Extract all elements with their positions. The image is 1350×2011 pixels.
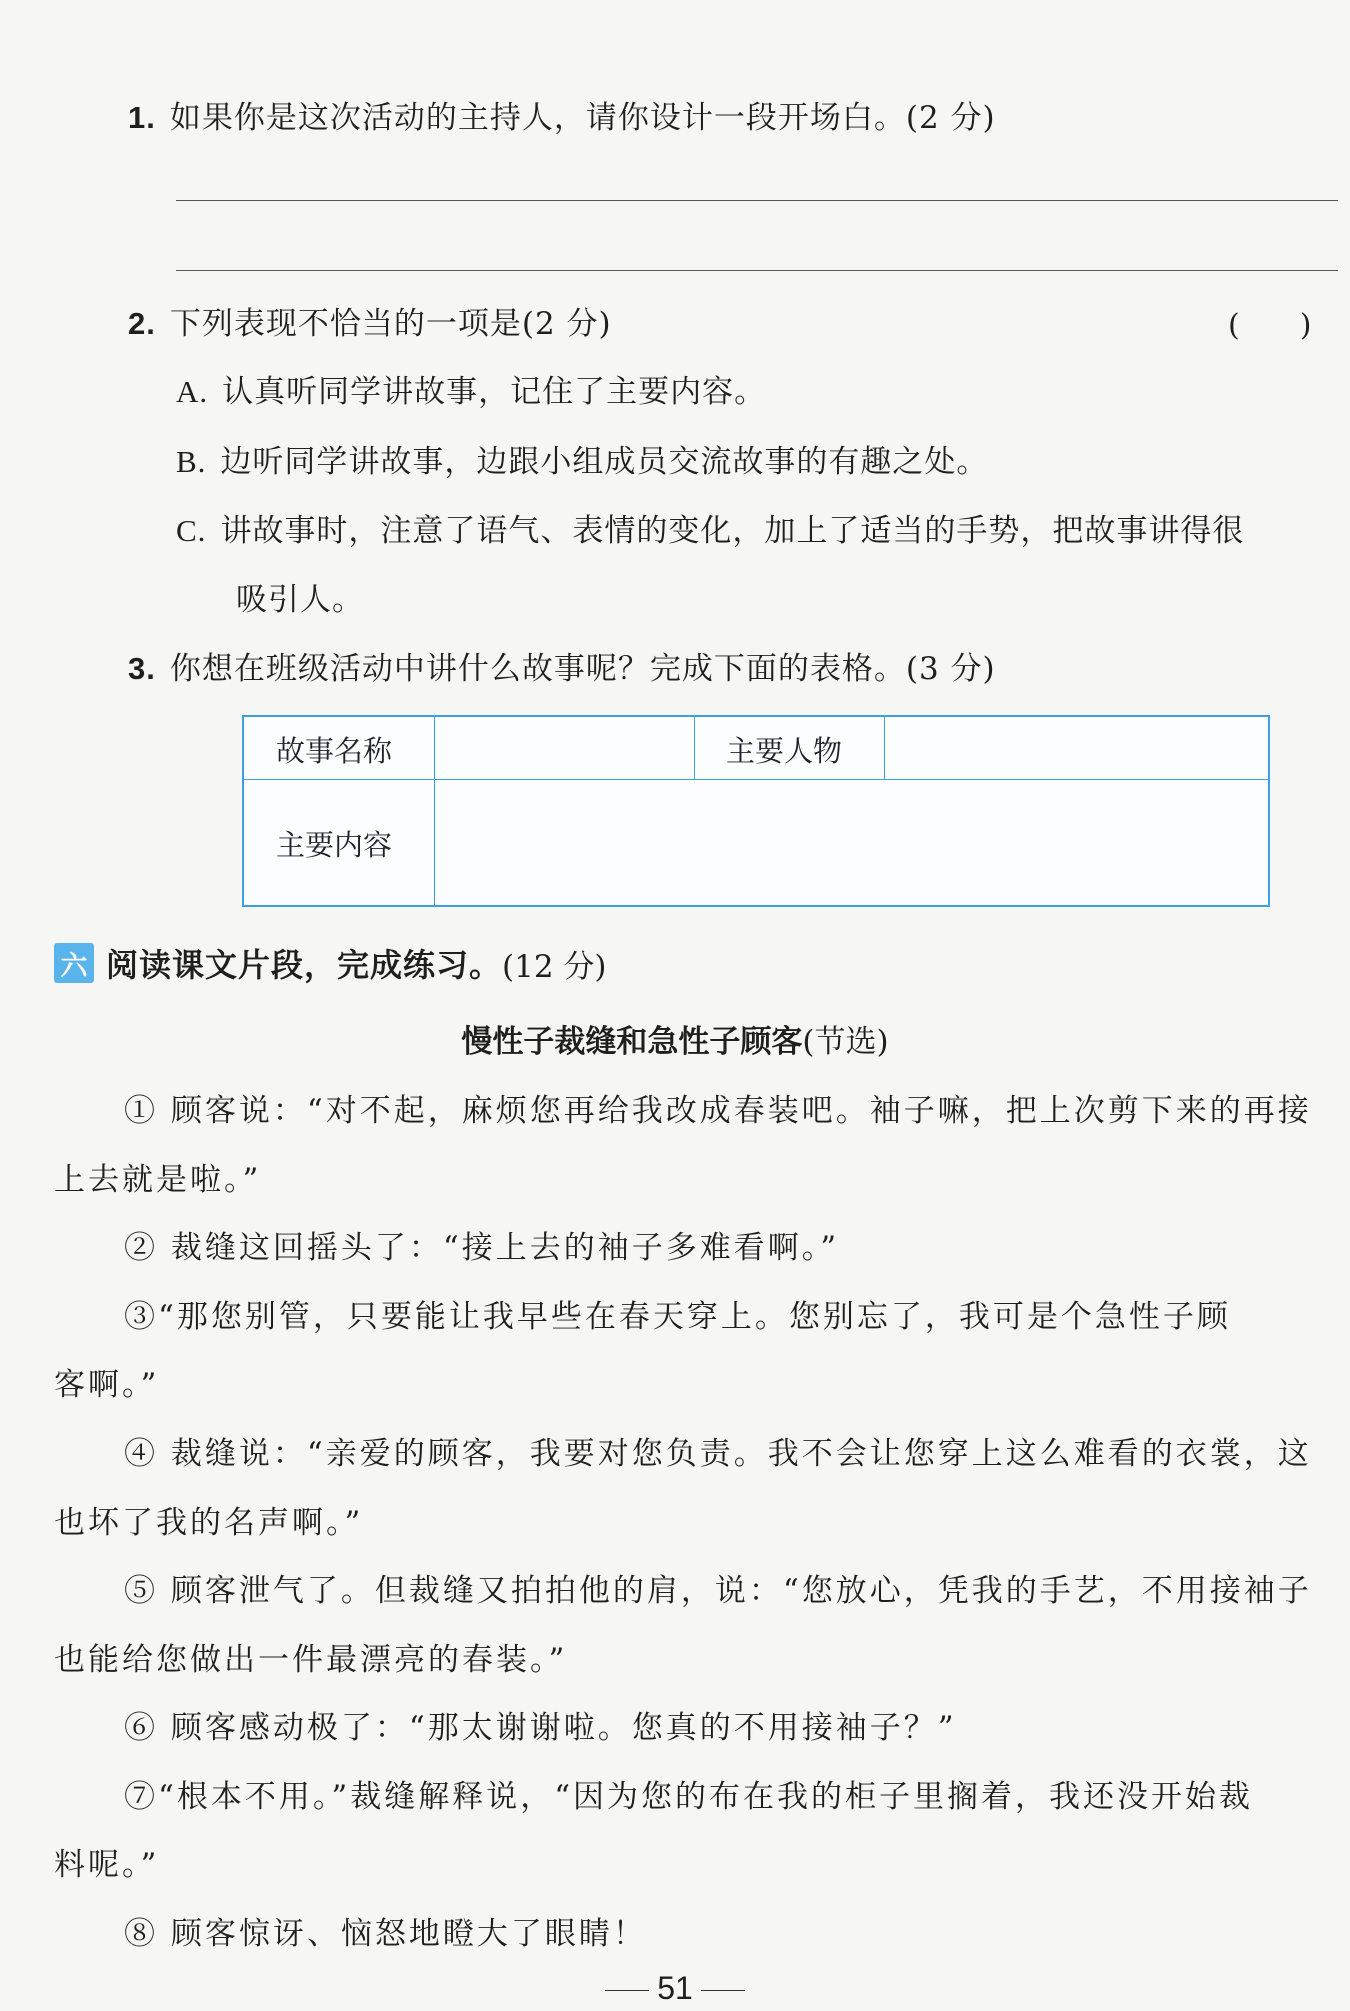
answer-line-1[interactable] (176, 200, 1338, 201)
main-characters-input[interactable] (886, 719, 1266, 777)
main-content-input[interactable] (436, 781, 1266, 903)
story-table (242, 715, 1270, 907)
passage-line: ③“那您别管，只要能让我早些在春天穿上。您别忘了，我可是个急性子顾 (124, 1299, 1231, 1335)
passage-line: 料呢。” (54, 1847, 160, 1883)
story-name-input[interactable] (436, 719, 692, 777)
option-b (176, 436, 988, 481)
table-col-divider-1 (434, 717, 435, 905)
passage-line: 客啊。” (54, 1367, 160, 1403)
passage-line: 也坏了我的名声啊。” (54, 1505, 364, 1541)
option-c-continuation: 吸引人。 (236, 582, 364, 618)
table-row-divider (244, 779, 1268, 780)
passage-title-main: 慢性子裁缝和急性子顾客 (461, 1024, 803, 1060)
answer-line-2[interactable] (176, 270, 1338, 271)
question-3 (128, 643, 996, 688)
option-a-letter: A. (176, 374, 209, 409)
page-number-dash-right (701, 1990, 745, 1991)
section-heading (54, 940, 607, 986)
question-1-number: 1. (128, 100, 156, 135)
page-number-dash-left (605, 1990, 649, 1991)
passage-title (0, 1016, 1350, 1061)
passage-line: 也能给您做出一件最漂亮的春装。” (54, 1642, 568, 1678)
table-label-main-characters: 主要人物 (726, 734, 843, 768)
passage-line: ⑥ 顾客感动极了：“那太谢谢啦。您真的不用接袖子？” (124, 1710, 957, 1746)
option-b-letter: B. (176, 444, 207, 479)
section-title: 阅读课文片段，完成练习。 (106, 946, 503, 984)
option-c (176, 505, 1244, 550)
question-2-text: 下列表现不恰当的一项是(2 分) (169, 306, 612, 342)
page-number-value: 51 (657, 1970, 693, 2006)
option-b-text: 边听同学讲故事，边跟小组成员交流故事的有趣之处。 (220, 444, 989, 480)
page-number (0, 1970, 1350, 2007)
option-a-text: 认真听同学讲故事，记住了主要内容。 (222, 374, 767, 410)
question-1 (128, 92, 996, 137)
passage-line: ④ 裁缝说：“亲爱的顾客，我要对您负责。我不会让您穿上这么难看的衣裳，这 (124, 1436, 1312, 1472)
passage-line: ① 顾客说：“对不起，麻烦您再给我改成春装吧。袖子嘛，把上次剪下来的再接 (124, 1093, 1312, 1129)
passage-line: ⑤ 顾客泄气了。但裁缝又拍拍他的肩，说：“您放心，凭我的手艺，不用接袖子 (124, 1573, 1312, 1609)
passage-line: ⑦“根本不用。”裁缝解释说，“因为您的布在我的柜子里搁着，我还没开始裁 (124, 1779, 1254, 1815)
passage-title-subtitle: (节选) (802, 1024, 889, 1060)
table-col-divider-2 (694, 717, 695, 779)
section-score: (12 分) (502, 948, 607, 985)
passage-line: ② 裁缝这回摇头了：“接上去的袖子多难看啊。” (124, 1230, 840, 1266)
question-2 (128, 298, 612, 343)
table-label-story-name: 故事名称 (276, 734, 393, 768)
passage-line: 上去就是啦。” (54, 1162, 262, 1198)
table-label-main-content: 主要内容 (276, 828, 393, 862)
section-badge: 六 (54, 943, 94, 983)
option-a (176, 366, 766, 411)
table-col-divider-3 (884, 717, 885, 779)
question-3-number: 3. (128, 651, 156, 686)
option-c-text: 讲故事时，注意了语气、表情的变化，加上了适当的手势，把故事讲得很 (220, 513, 1245, 549)
question-1-text: 如果你是这次活动的主持人，请你设计一段开场白。(2 分) (169, 100, 996, 136)
question-3-text: 你想在班级活动中讲什么故事呢？完成下面的表格。(3 分) (169, 651, 996, 687)
answer-bracket[interactable]: ( ) (1228, 308, 1312, 343)
passage-line: ⑧ 顾客惊讶、恼怒地瞪大了眼睛！ (124, 1916, 647, 1952)
option-c-letter: C. (176, 513, 207, 548)
question-2-number: 2. (128, 306, 156, 341)
